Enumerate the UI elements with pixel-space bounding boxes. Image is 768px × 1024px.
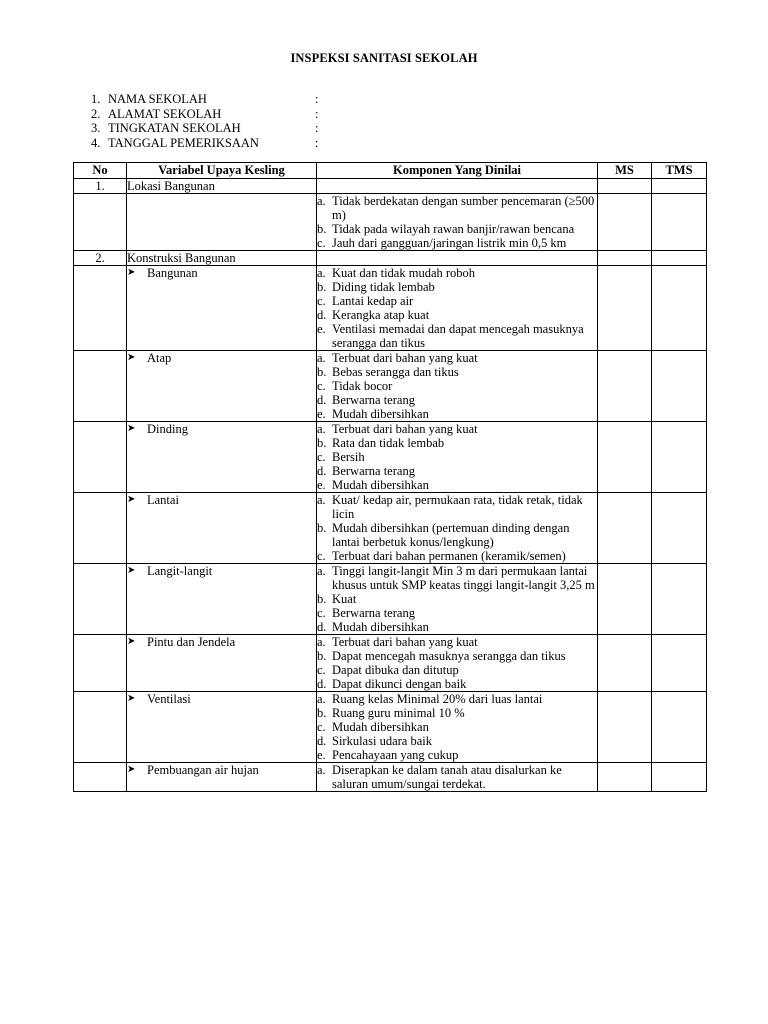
item-letter: d. [317,464,327,478]
number-cell [74,635,127,692]
item-text: Kerangka atap kuat [332,308,430,322]
sub-variable [127,351,317,422]
section-title: Konstruksi Bangunan [127,251,317,266]
sub-variable-wrap [127,351,316,365]
page-title: INSPEKSI SANITASI SEKOLAH [290,51,478,65]
info-number: 2. [91,106,101,121]
component-item [317,564,597,592]
component-item [317,365,597,379]
item-letter: a. [317,564,326,578]
component-cell [317,493,598,564]
school-info [91,92,325,150]
arrowhead-bullet-icon: ➤ [127,565,136,576]
ms-checkbox-cell[interactable] [598,763,652,792]
ms-checkbox-cell[interactable] [598,351,652,422]
component-cell [317,422,598,493]
item-letter: e. [317,748,326,762]
ms-checkbox-cell[interactable] [598,179,652,194]
item-text: Dapat dikunci dengan baik [332,677,467,691]
component-item [317,294,597,308]
component-item [317,748,597,762]
component-item [317,620,597,634]
item-letter: a. [317,763,326,777]
item-text: Terbuat dari bahan yang kuat [332,635,478,649]
item-text: Terbuat dari bahan yang kuat [332,422,478,436]
item-letter: c. [317,549,326,563]
table-row [74,635,707,692]
component-item [317,649,597,663]
info-number: 3. [91,121,101,135]
info-number: 1. [91,92,101,106]
component-item [317,493,597,521]
item-text: Kuat dan tidak mudah roboh [332,266,476,280]
item-letter: a. [317,422,326,436]
tms-checkbox-cell[interactable] [652,635,707,692]
sub-variable-label: Bangunan [147,266,198,280]
item-letter: d. [317,734,327,748]
component-item [317,436,597,450]
item-letter: d. [317,620,327,634]
item-text: Ventilasi memadai dan dapat mencegah masuknya serangga dan tikus [332,322,584,350]
info-colon: : [315,135,319,150]
item-text: Mudah dibersihkan (pertemuan dinding dengan lantai berbetuk konus/lengkung) [332,521,570,549]
number-cell [74,194,127,251]
component-item [317,280,597,294]
component-cell [317,635,598,692]
item-letter: d. [317,677,327,691]
component-item [317,734,597,748]
tms-checkbox-cell[interactable] [652,564,707,635]
number-cell [74,351,127,422]
component-item [317,464,597,478]
arrowhead-bullet-icon: ➤ [127,267,136,278]
sub-variable-label: Lantai [147,493,179,507]
item-letter: c. [317,379,326,393]
item-letter: c. [317,720,326,734]
component-item [317,379,597,393]
sub-variable-label: Pintu dan Jendela [147,635,236,649]
component-item [317,692,597,706]
component-item [317,606,597,620]
item-letter: a. [317,493,326,507]
ms-checkbox-cell[interactable] [598,266,652,351]
header-component: Komponen Yang Dinilai [317,163,598,179]
arrowhead-bullet-icon: ➤ [127,352,136,363]
number-cell [74,493,127,564]
ms-checkbox-cell[interactable] [598,422,652,493]
number-cell [74,422,127,493]
item-letter: d. [317,393,327,407]
info-label: NAMA SEKOLAH [108,92,207,106]
item-text: Terbuat dari bahan yang kuat [332,351,478,365]
item-letter: e. [317,407,326,421]
item-text: Mudah dibersihkan [332,407,429,421]
info-row-school-address [91,107,325,122]
component-item [317,549,597,563]
item-letter: a. [317,266,326,280]
arrowhead-bullet-icon: ➤ [127,764,136,775]
item-text: Tidak berdekatan dengan sumber pencemaran (≥500 m) [332,194,595,222]
item-letter: b. [317,521,327,535]
arrowhead-bullet-icon: ➤ [127,636,136,647]
item-text: Ruang kelas Minimal 20% dari luas lantai [332,692,543,706]
tms-checkbox-cell[interactable] [652,179,707,194]
table-row [74,266,707,351]
component-cell [317,179,598,194]
component-item [317,351,597,365]
info-row-school-level [91,121,325,136]
item-letter: b. [317,365,327,379]
inspection-table [73,162,707,792]
item-letter: c. [317,606,326,620]
table-row [74,763,707,792]
component-cell [317,266,598,351]
sub-variable-wrap [127,635,316,649]
table-body [74,179,707,792]
item-text: Berwarna terang [332,393,415,407]
component-item [317,308,597,322]
section-number: 2. [74,251,127,266]
component-cell [317,351,598,422]
item-text: Diserapkan ke dalam tanah atau disalurkan ke saluran umum/sungai terdekat. [332,763,562,791]
item-letter: a. [317,635,326,649]
table-row [74,194,707,251]
item-text: Berwarna terang [332,464,415,478]
item-letter: b. [317,706,327,720]
arrowhead-bullet-icon: ➤ [127,693,136,704]
section-title: Lokasi Bangunan [127,179,317,194]
item-text: Ruang guru minimal 10 % [332,706,465,720]
item-text: Lantai kedap air [332,294,414,308]
component-item [317,635,597,649]
ms-checkbox-cell[interactable] [598,493,652,564]
sub-variable [127,493,317,564]
item-text: Berwarna terang [332,606,415,620]
header-ms: MS [598,163,652,179]
arrowhead-bullet-icon: ➤ [127,494,136,505]
item-letter: a. [317,194,326,208]
sub-variable-label: Dinding [147,422,188,436]
sub-variable-wrap [127,692,316,706]
item-text: Kuat/ kedap air, permukaan rata, tidak retak, tidak licin [332,493,583,521]
item-text: Tidak bocor [332,379,393,393]
component-cell [317,692,598,763]
header-variable: Variabel Upaya Kesling [127,163,317,179]
item-text: Mudah dibersihkan [332,720,429,734]
component-item [317,478,597,492]
item-text: Tinggi langit-langit Min 3 m dari permukaan lantai khusus untuk SMP keatas tinggi langit-langit 3,25 m [332,564,595,592]
info-colon: : [315,106,319,121]
item-text: Dapat mencegah masuknya serangga dan tikus [332,649,566,663]
section-number: 1. [74,179,127,194]
item-text: Sirkulasi udara baik [332,734,432,748]
item-text: Terbuat dari bahan permanen (keramik/semen) [332,549,566,563]
table-row [74,422,707,493]
tms-checkbox-cell[interactable] [652,251,707,266]
arrowhead-bullet-icon: ➤ [127,423,136,434]
item-text: Bebas serangga dan tikus [332,365,459,379]
component-item [317,236,597,250]
number-cell [74,692,127,763]
item-letter: b. [317,649,327,663]
item-letter: b. [317,592,327,606]
sub-variable-label: Langit-langit [147,564,213,578]
table-row [74,692,707,763]
component-cell [317,763,598,792]
tms-checkbox-cell[interactable] [652,763,707,792]
sub-variable-label: Atap [147,351,172,365]
sub-variable [127,266,317,351]
item-letter: b. [317,280,327,294]
item-text: Jauh dari gangguan/jaringan listrik min 0,5 km [332,236,567,250]
header-no: No [74,163,127,179]
info-label: ALAMAT SEKOLAH [108,106,222,121]
table-row [74,493,707,564]
component-item [317,592,597,606]
component-item [317,663,597,677]
component-item [317,521,597,549]
sub-variable-wrap [127,564,316,578]
tms-checkbox-cell[interactable] [652,351,707,422]
item-letter: e. [317,478,326,492]
tms-checkbox-cell[interactable] [652,194,707,251]
sub-variable [127,692,317,763]
tms-checkbox-cell[interactable] [652,692,707,763]
header-tms: TMS [652,163,707,179]
item-text: Mudah dibersihkan [332,620,429,634]
component-item [317,450,597,464]
ms-checkbox-cell[interactable] [598,194,652,251]
item-letter: b. [317,436,327,450]
sub-variable-label: Pembuangan air hujan [147,763,259,777]
sub-variable [127,763,317,792]
section-row [74,251,707,266]
component-cell [317,251,598,266]
component-cell [317,194,598,251]
table-row [74,351,707,422]
info-colon: : [315,92,319,106]
sub-variable-wrap [127,763,316,777]
item-letter: e. [317,322,326,336]
ms-checkbox-cell[interactable] [598,251,652,266]
number-cell [74,564,127,635]
component-item [317,763,597,791]
ms-checkbox-cell[interactable] [598,635,652,692]
item-letter: d. [317,308,327,322]
tms-checkbox-cell[interactable] [652,266,707,351]
ms-checkbox-cell[interactable] [598,564,652,635]
item-text: Bersih [332,450,365,464]
info-number: 4. [91,135,101,150]
item-text: Diding tidak lembab [332,280,435,294]
variable-cell [127,194,317,251]
component-item [317,393,597,407]
sub-variable [127,422,317,493]
component-item [317,720,597,734]
info-row-school-name [91,92,325,107]
item-letter: c. [317,236,326,250]
item-letter: c. [317,294,326,308]
component-item [317,677,597,691]
sub-variable-wrap [127,493,316,507]
number-cell [74,266,127,351]
item-text: Pencahayaan yang cukup [332,748,459,762]
item-letter: a. [317,692,326,706]
item-letter: b. [317,222,327,236]
item-letter: c. [317,663,326,677]
table-row [74,564,707,635]
item-text: Kuat [332,592,357,606]
item-text: Mudah dibersihkan [332,478,429,492]
item-text: Dapat dibuka dan ditutup [332,663,459,677]
item-letter: c. [317,450,326,464]
sub-variable [127,635,317,692]
item-text: Tidak pada wilayah rawan banjir/rawan bencana [332,222,575,236]
component-item [317,194,597,222]
component-item [317,266,597,280]
info-label: TINGKATAN SEKOLAH [108,121,241,135]
section-row [74,179,707,194]
info-row-inspection-date [91,136,325,151]
table-header-row [74,163,707,179]
component-item [317,422,597,436]
item-letter: a. [317,351,326,365]
component-item [317,407,597,421]
number-cell [74,763,127,792]
tms-checkbox-cell[interactable] [652,422,707,493]
sub-variable-label: Ventilasi [147,692,191,706]
component-item [317,706,597,720]
item-text: Rata dan tidak lembab [332,436,445,450]
component-item [317,322,597,350]
sub-variable-wrap [127,266,316,280]
component-item [317,222,597,236]
sub-variable [127,564,317,635]
ms-checkbox-cell[interactable] [598,692,652,763]
component-cell [317,564,598,635]
sub-variable-wrap [127,422,316,436]
info-label: TANGGAL PEMERIKSAAN [108,135,259,150]
info-colon: : [315,121,319,135]
tms-checkbox-cell[interactable] [652,493,707,564]
